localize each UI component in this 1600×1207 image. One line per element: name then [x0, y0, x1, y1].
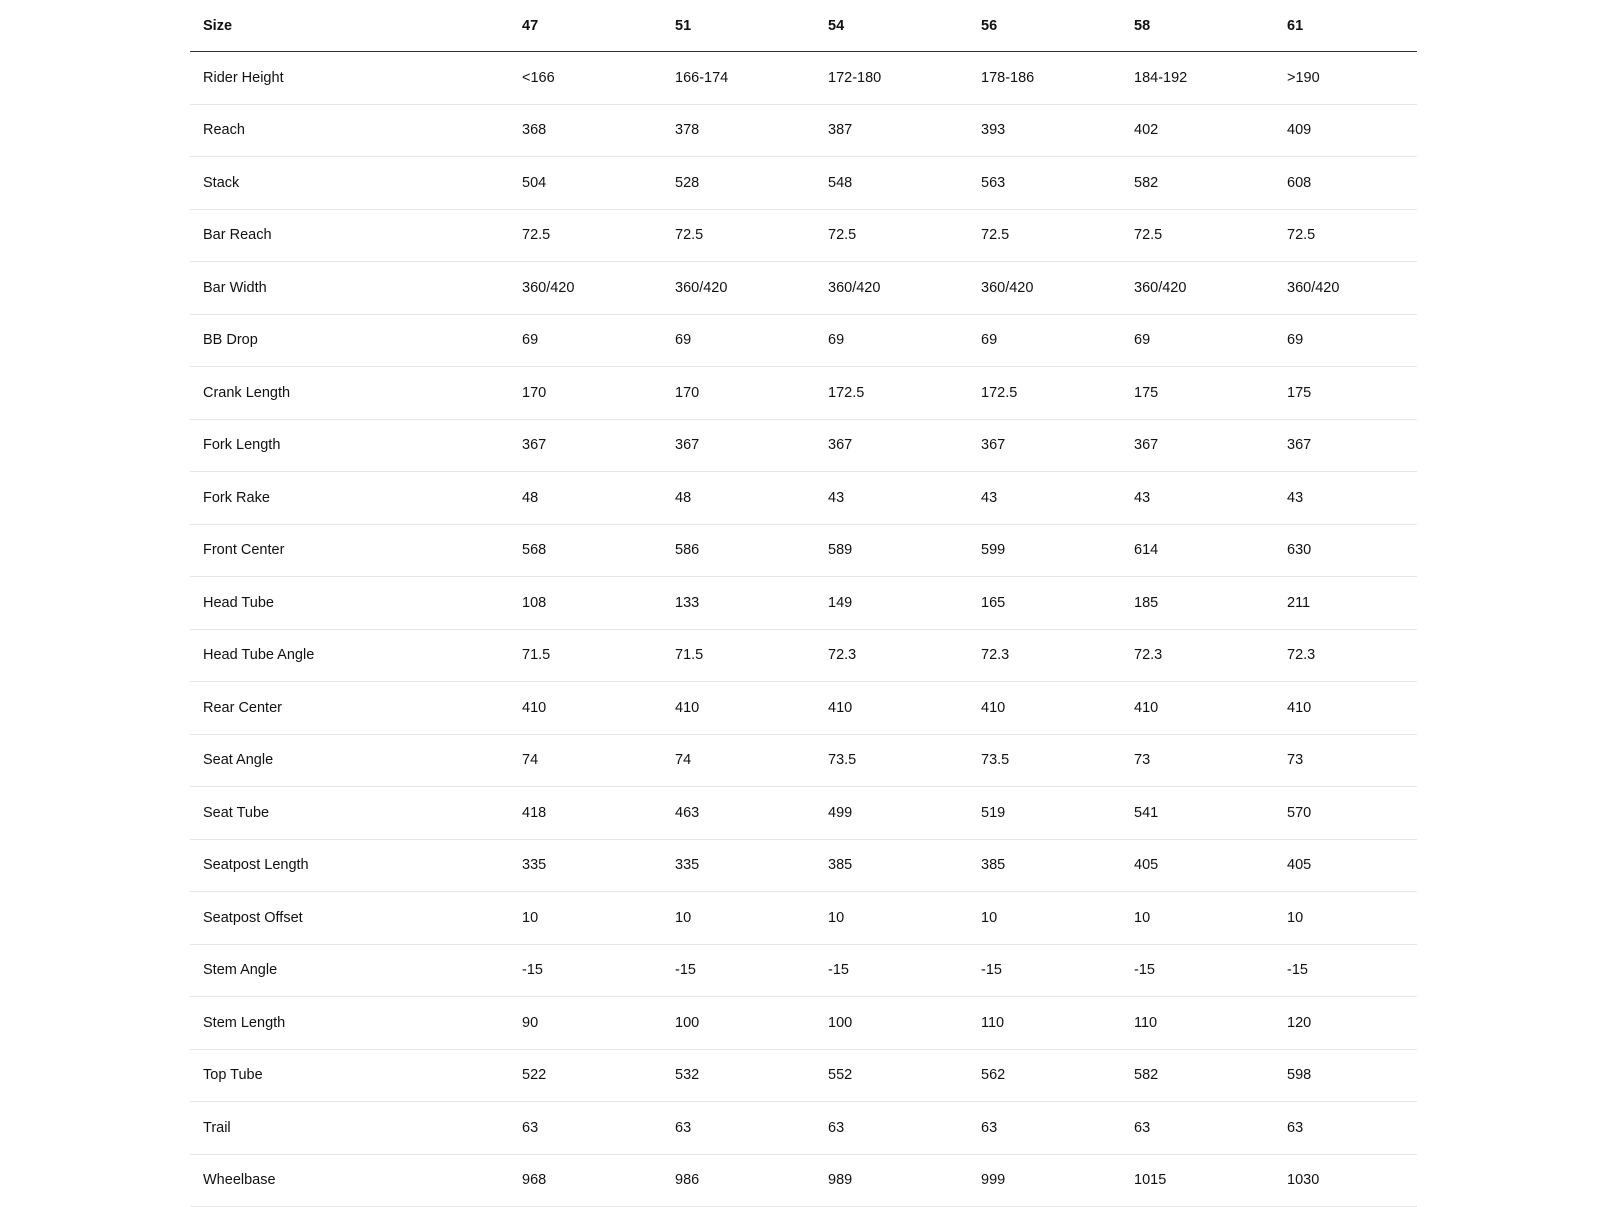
table-row: [190, 1049, 1417, 1102]
table-cell: 630: [1274, 524, 1417, 577]
table-cell: 1015: [1121, 1154, 1274, 1207]
table-cell: 999: [968, 1154, 1121, 1207]
table-row: [190, 734, 1417, 787]
table-row: [190, 892, 1417, 945]
row-label: Stack: [190, 157, 509, 210]
table-cell: 528: [662, 157, 815, 210]
table-cell: 72.5: [662, 209, 815, 262]
table-row: [190, 944, 1417, 997]
header-size-61: 61: [1274, 0, 1417, 52]
table-cell: 10: [1121, 892, 1274, 945]
table-cell: 410: [509, 682, 662, 735]
table-cell: 405: [1121, 839, 1274, 892]
table-cell: 10: [509, 892, 662, 945]
table-cell: 385: [815, 839, 968, 892]
table-cell: 410: [662, 682, 815, 735]
table-cell: 72.3: [815, 629, 968, 682]
table-row: [190, 209, 1417, 262]
table-row: [190, 997, 1417, 1050]
table-cell: -15: [662, 944, 815, 997]
row-label: Rider Height: [190, 52, 509, 105]
table-row: [190, 52, 1417, 105]
table-cell: 360/420: [1121, 262, 1274, 315]
header-size-label: Size: [190, 0, 509, 52]
table-cell: 599: [968, 524, 1121, 577]
table-cell: 172.5: [968, 367, 1121, 420]
table-cell: 170: [509, 367, 662, 420]
table-cell: 63: [1274, 1102, 1417, 1155]
table-cell: 48: [662, 472, 815, 525]
table-cell: 10: [662, 892, 815, 945]
table-cell: 589: [815, 524, 968, 577]
table-cell: 72.5: [1274, 209, 1417, 262]
row-label: Rear Center: [190, 682, 509, 735]
table-cell: 166-174: [662, 52, 815, 105]
row-label: Fork Rake: [190, 472, 509, 525]
table-cell: 405: [1274, 839, 1417, 892]
table-cell: 43: [1121, 472, 1274, 525]
table-cell: 71.5: [662, 629, 815, 682]
table-cell: 69: [1274, 314, 1417, 367]
table-row: [190, 104, 1417, 157]
table-cell: 10: [968, 892, 1121, 945]
table-cell: 72.5: [509, 209, 662, 262]
table-cell: 170: [662, 367, 815, 420]
table-cell: 360/420: [662, 262, 815, 315]
table-cell: 360/420: [815, 262, 968, 315]
header-size-56: 56: [968, 0, 1121, 52]
table-cell: 10: [1274, 892, 1417, 945]
header-size-51: 51: [662, 0, 815, 52]
table-cell: >190: [1274, 52, 1417, 105]
table-cell: <166: [509, 52, 662, 105]
table-cell: 367: [1274, 419, 1417, 472]
table-cell: 72.3: [1121, 629, 1274, 682]
row-label: Front Center: [190, 524, 509, 577]
table-cell: 1030: [1274, 1154, 1417, 1207]
table-cell: 360/420: [1274, 262, 1417, 315]
table-cell: 360/420: [968, 262, 1121, 315]
row-label: Bar Width: [190, 262, 509, 315]
table-cell: 409: [1274, 104, 1417, 157]
row-label: Seatpost Length: [190, 839, 509, 892]
table-cell: 463: [662, 787, 815, 840]
table-cell: 63: [662, 1102, 815, 1155]
table-cell: 108: [509, 577, 662, 630]
table-cell: 367: [815, 419, 968, 472]
table-row: [190, 314, 1417, 367]
table-cell: 71.5: [509, 629, 662, 682]
table-cell: 69: [968, 314, 1121, 367]
table-cell: 410: [1121, 682, 1274, 735]
table-cell: 541: [1121, 787, 1274, 840]
table-cell: 172-180: [815, 52, 968, 105]
table-cell: 48: [509, 472, 662, 525]
row-label: Head Tube Angle: [190, 629, 509, 682]
table-cell: 100: [662, 997, 815, 1050]
table-cell: 63: [815, 1102, 968, 1155]
table-row: [190, 472, 1417, 525]
table-cell: 418: [509, 787, 662, 840]
table-row: [190, 577, 1417, 630]
table-cell: -15: [509, 944, 662, 997]
row-label: Crank Length: [190, 367, 509, 420]
table-cell: 72.5: [815, 209, 968, 262]
table-cell: 522: [509, 1049, 662, 1102]
table-cell: 335: [662, 839, 815, 892]
table-cell: 100: [815, 997, 968, 1050]
table-cell: 165: [968, 577, 1121, 630]
table-cell: 598: [1274, 1049, 1417, 1102]
row-label: Seatpost Offset: [190, 892, 509, 945]
table-cell: 548: [815, 157, 968, 210]
table-cell: 989: [815, 1154, 968, 1207]
table-cell: 367: [1121, 419, 1274, 472]
table-row: [190, 419, 1417, 472]
table-cell: 133: [662, 577, 815, 630]
header-size-47: 47: [509, 0, 662, 52]
table-cell: 43: [968, 472, 1121, 525]
table-cell: 211: [1274, 577, 1417, 630]
table-cell: 120: [1274, 997, 1417, 1050]
table-cell: 110: [968, 997, 1121, 1050]
table-row: [190, 682, 1417, 735]
table-cell: 367: [662, 419, 815, 472]
table-cell: 562: [968, 1049, 1121, 1102]
table-cell: 393: [968, 104, 1121, 157]
table-cell: 378: [662, 104, 815, 157]
table-cell: 172.5: [815, 367, 968, 420]
table-cell: 10: [815, 892, 968, 945]
table-cell: 582: [1121, 1049, 1274, 1102]
table-cell: 402: [1121, 104, 1274, 157]
table-cell: 385: [968, 839, 1121, 892]
table-cell: 72.5: [1121, 209, 1274, 262]
table-cell: 184-192: [1121, 52, 1274, 105]
table-cell: 63: [509, 1102, 662, 1155]
table-cell: 69: [662, 314, 815, 367]
table-cell: 608: [1274, 157, 1417, 210]
table-cell: 410: [815, 682, 968, 735]
table-cell: 90: [509, 997, 662, 1050]
table-cell: 43: [815, 472, 968, 525]
row-label: Seat Tube: [190, 787, 509, 840]
header-row: [190, 0, 1417, 52]
table-row: [190, 262, 1417, 315]
table-cell: 74: [509, 734, 662, 787]
header-size-54: 54: [815, 0, 968, 52]
table-cell: -15: [968, 944, 1121, 997]
row-label: Wheelbase: [190, 1154, 509, 1207]
table-cell: 69: [1121, 314, 1274, 367]
table-cell: 73.5: [968, 734, 1121, 787]
table-cell: 72.3: [968, 629, 1121, 682]
table-cell: 367: [968, 419, 1121, 472]
table-cell: 986: [662, 1154, 815, 1207]
table-row: [190, 524, 1417, 577]
table-cell: 968: [509, 1154, 662, 1207]
table-cell: 582: [1121, 157, 1274, 210]
table-cell: 74: [662, 734, 815, 787]
header-size-58: 58: [1121, 0, 1274, 52]
table-cell: 367: [509, 419, 662, 472]
table-cell: 43: [1274, 472, 1417, 525]
table-row: [190, 367, 1417, 420]
geometry-table: [190, 0, 1417, 1207]
row-label: Top Tube: [190, 1049, 509, 1102]
table-cell: 63: [1121, 1102, 1274, 1155]
table-header: [190, 0, 1417, 52]
table-cell: 72.5: [968, 209, 1121, 262]
table-cell: 175: [1274, 367, 1417, 420]
table-row: [190, 157, 1417, 210]
row-label: Seat Angle: [190, 734, 509, 787]
table-cell: 552: [815, 1049, 968, 1102]
row-label: Stem Length: [190, 997, 509, 1050]
table-cell: 335: [509, 839, 662, 892]
table-cell: -15: [1121, 944, 1274, 997]
row-label: Reach: [190, 104, 509, 157]
table-cell: 563: [968, 157, 1121, 210]
table-cell: 504: [509, 157, 662, 210]
table-cell: 73: [1274, 734, 1417, 787]
table-cell: 586: [662, 524, 815, 577]
table-cell: 175: [1121, 367, 1274, 420]
table-row: [190, 1102, 1417, 1155]
table-cell: 69: [509, 314, 662, 367]
table-cell: 63: [968, 1102, 1121, 1155]
table-cell: 72.3: [1274, 629, 1417, 682]
row-label: Trail: [190, 1102, 509, 1155]
table-cell: 110: [1121, 997, 1274, 1050]
table-cell: 532: [662, 1049, 815, 1102]
table-cell: 149: [815, 577, 968, 630]
table-cell: 178-186: [968, 52, 1121, 105]
table-row: [190, 839, 1417, 892]
table-cell: 410: [968, 682, 1121, 735]
table-cell: -15: [815, 944, 968, 997]
table-cell: 360/420: [509, 262, 662, 315]
row-label: Fork Length: [190, 419, 509, 472]
table-cell: 568: [509, 524, 662, 577]
row-label: BB Drop: [190, 314, 509, 367]
table-cell: 410: [1274, 682, 1417, 735]
table-cell: 614: [1121, 524, 1274, 577]
table-cell: -15: [1274, 944, 1417, 997]
table-cell: 73.5: [815, 734, 968, 787]
table-row: [190, 787, 1417, 840]
table-body: [190, 52, 1417, 1207]
row-label: Bar Reach: [190, 209, 509, 262]
table-cell: 387: [815, 104, 968, 157]
table-cell: 499: [815, 787, 968, 840]
table-cell: 570: [1274, 787, 1417, 840]
table-cell: 368: [509, 104, 662, 157]
table-cell: 69: [815, 314, 968, 367]
table-cell: 185: [1121, 577, 1274, 630]
table-row: [190, 629, 1417, 682]
table-cell: 519: [968, 787, 1121, 840]
row-label: Head Tube: [190, 577, 509, 630]
table-row: [190, 1154, 1417, 1207]
row-label: Stem Angle: [190, 944, 509, 997]
table-cell: 73: [1121, 734, 1274, 787]
